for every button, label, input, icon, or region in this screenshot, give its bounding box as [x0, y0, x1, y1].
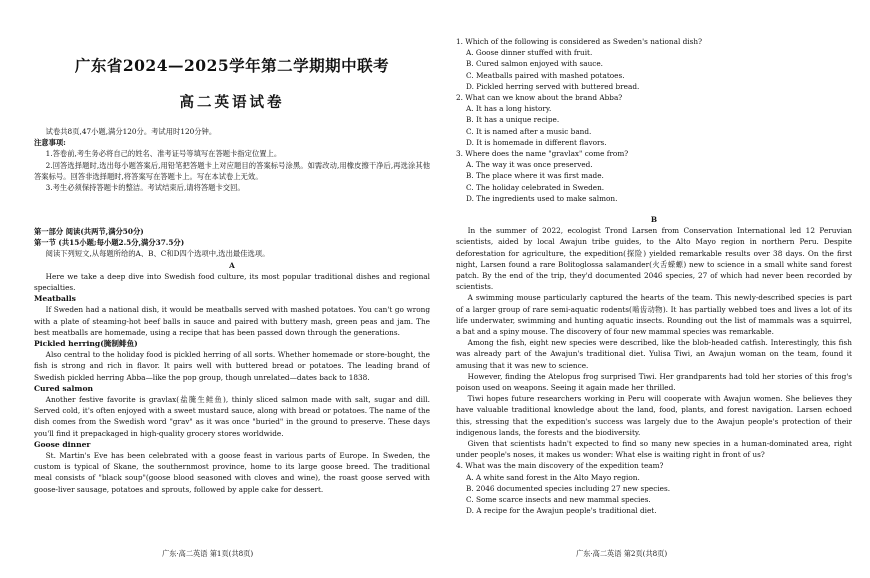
question-option: C. The holiday celebrated in Sweden. — [466, 182, 605, 192]
question-option: A. Goose dinner stuffed with fruit. — [466, 48, 593, 58]
passage-paragraph: However, finding the Atelopus frog surprised Tiwi. Her grandparents had told her stories of this frog's poison used on weapons. Seeing it again made her thrilled. — [456, 371, 852, 393]
questions-passage-a — [456, 36, 852, 204]
passage-letter: A — [229, 260, 235, 270]
passage-intro: Here we take a deep dive into Swedish food culture, its most popular traditional dishes and regional specialties. — [34, 271, 430, 293]
passage-paragraph: Among the fish, eight new species were described, like the blob-headed catfish. Interestingly, this fish was already part of the Awajun's traditional diet. Yulisa Tiwi, an Awajun woman on the team, found it amusing that it was new to science. — [456, 338, 852, 370]
question-option: B. 2046 documented species including 27 new species. — [466, 483, 671, 493]
question-option: A. It has a long history. — [466, 104, 552, 114]
dish-heading: Pickled herring(腌制鲱鱼) — [34, 339, 138, 349]
passage-paragraph: In the summer of 2022, ecologist Trond Larsen from Conservation International led 12 Peruvian scientists, aided by local Awajun tribe guides, to the Alto Mayo region in northern Peru. Despite deforestation for agriculture, the expedition(探险) yielded remarkable results over 38 days. On the first night, Larsen found a rare Bolitoglossa salamander(火舌蝾螈) new to science in a small white sand forest patch. By the end of the trip, they'd documented 2046 species, 27 of which had never been recorded by scientists. — [456, 226, 852, 292]
question-option: B. The place where it was first made. — [466, 171, 604, 181]
question-stem: 2. What can we know about the brand Abba? — [456, 93, 623, 103]
dish-heading: Meatballs — [34, 294, 76, 304]
note-item: 1.答卷前,考生务必将自己的姓名、准考证号等填写在答题卡指定位置上。 — [45, 149, 282, 159]
page-footer: 广东·高二英语 第1页(共8页) — [162, 549, 254, 558]
section-instruction: 阅读下列短文,从每题所给的A、B、C和D四个选项中,选出最佳选项。 — [45, 249, 270, 259]
question-option: B. Cured salmon enjoyed with sauce. — [466, 59, 603, 69]
exam-notes — [34, 126, 430, 193]
passage-b — [456, 214, 852, 516]
question-stem: 4. What was the main discovery of the expedition team? — [456, 461, 664, 471]
question-option: B. It has a unique recipe. — [466, 115, 560, 125]
dish-text: Also central to the holiday food is pickled herring of all sorts. Whether homemade or store-bought, the fish is strong and rich in flavor. It pairs well with buttered bread or potatoes. The leading brand of Swedish pickled herring Abba—like the pop group, though unrelated—dates back to 1838. — [34, 350, 430, 382]
passage-paragraph: Given that scientists hadn't expected to find so many new species in a human-dominated area, right under people's noses, it makes us wonder: What else is waiting right in front of us? — [456, 439, 852, 460]
left-page — [34, 0, 430, 578]
dish-text: Another festive favorite is gravlax(盐腌生鲑鱼), thinly sliced salmon made with salt, sugar and dill. Served cold, it's often enjoyed with a sweet mustard sauce, along with bread or potatoes. The name of the dish comes from the Swedish word "grav" as it was once "buried" in the ground to preserve. These days you'll find it prepackaged in high-quality grocery stores worldwide. — [34, 395, 430, 438]
exam-title: 广东省2024—2025学年第二学期期中联考 — [74, 56, 390, 75]
exam-info: 试卷共8页,47小题,满分120分。考试用时120分钟。 — [45, 127, 217, 136]
question-stem: 1. Which of the following is considered as Sweden's national dish? — [456, 37, 702, 46]
question-option: C. Some scarce insects and new mammal species. — [466, 495, 651, 505]
exam-subtitle: 高二英语试卷 — [179, 94, 285, 111]
right-page — [456, 0, 852, 578]
note-item: 2.回答选择题时,选出每小题答案后,用铅笔把答题卡上对应题目的答案标号涂黑。如需改动,用橡皮擦干净后,再选涂其他答案标号。回答非选择题时,将答案写在答题卡上。写在本试卷上无效。 — [34, 160, 430, 181]
question-option: D. Pickled herring served with buttered bread. — [466, 81, 640, 91]
dish-text: If Sweden had a national dish, it would be meatballs served with mashed potatoes. You can't go wrong with a plate of steaming-hot beef balls in sauce and paired with buttery mash, green peas and jam. The best meatballs are homemade, using a recipe that has been passed down through the generations. — [34, 305, 430, 337]
passage-paragraph: Tiwi hopes future researchers working in Peru will cooperate with Awajun women. She believes they have valuable traditional knowledge about the land, food, plants, and forest navigation. Larsen echoed this, stressing that the expedition's success was largely due to the Awajun people's protection of their indigenous lands, the forests and the biodiversity. — [456, 394, 852, 437]
question-option: A. A white sand forest in the Alto Mayo region. — [466, 472, 640, 482]
note-item: 3.考生必须保持答题卡的整洁。考试结束后,请将答题卡交回。 — [45, 183, 245, 193]
page-footer: 广东·高二英语 第2页(共8页) — [576, 549, 668, 558]
question-option: D. A recipe for the Awajun people's traditional diet. — [466, 506, 657, 516]
question-option: C. It is named after a music band. — [466, 126, 592, 136]
question-option: C. Meatballs paired with mashed potatoes. — [466, 70, 625, 80]
dish-heading: Cured salmon — [34, 383, 94, 393]
reading-section — [34, 226, 430, 495]
passage-letter: B — [650, 215, 658, 224]
question-option: A. The way it was once preserved. — [466, 160, 593, 170]
question-stem: 3. Where does the name "gravlax" come from? — [456, 149, 629, 159]
question-option: D. It is homemade in different flavors. — [466, 137, 607, 147]
question-option: D. The ingredients used to make salmon. — [466, 193, 618, 203]
dish-text: St. Martin's Eve has been celebrated with a goose feast in various parts of Europe. In Sweden, the custom is typical of Skane, the southernmost province, home to its large goose breed. The traditional meal consists of "black soup"(goose blood seasoned with cloves and wine), the roast goose served with goose-liver sausage, potatoes and sprouts, followed by apple cake for dessert. — [34, 451, 430, 494]
notes-heading: 注意事项: — [34, 138, 66, 148]
part-heading: 第一部分 阅读(共两节,满分50分) — [34, 227, 144, 236]
passage-paragraph: A swimming mouse particularly captured the hearts of the team. This newly-described species is part of a larger group of rare semi-aquatic rodents(啮齿动物). It has partially webbed toes and lives a lot of its life underwater, swimming and hunting aquatic insects. Rounding out the list of mammals was a squirrel, a bat and a spiny mouse. The discovery of four new mammal species was remarkable. — [456, 293, 852, 337]
section-heading: 第一节 (共15小题;每小题2.5分,满分37.5分) — [34, 238, 185, 248]
dish-heading: Goose dinner — [34, 439, 91, 449]
